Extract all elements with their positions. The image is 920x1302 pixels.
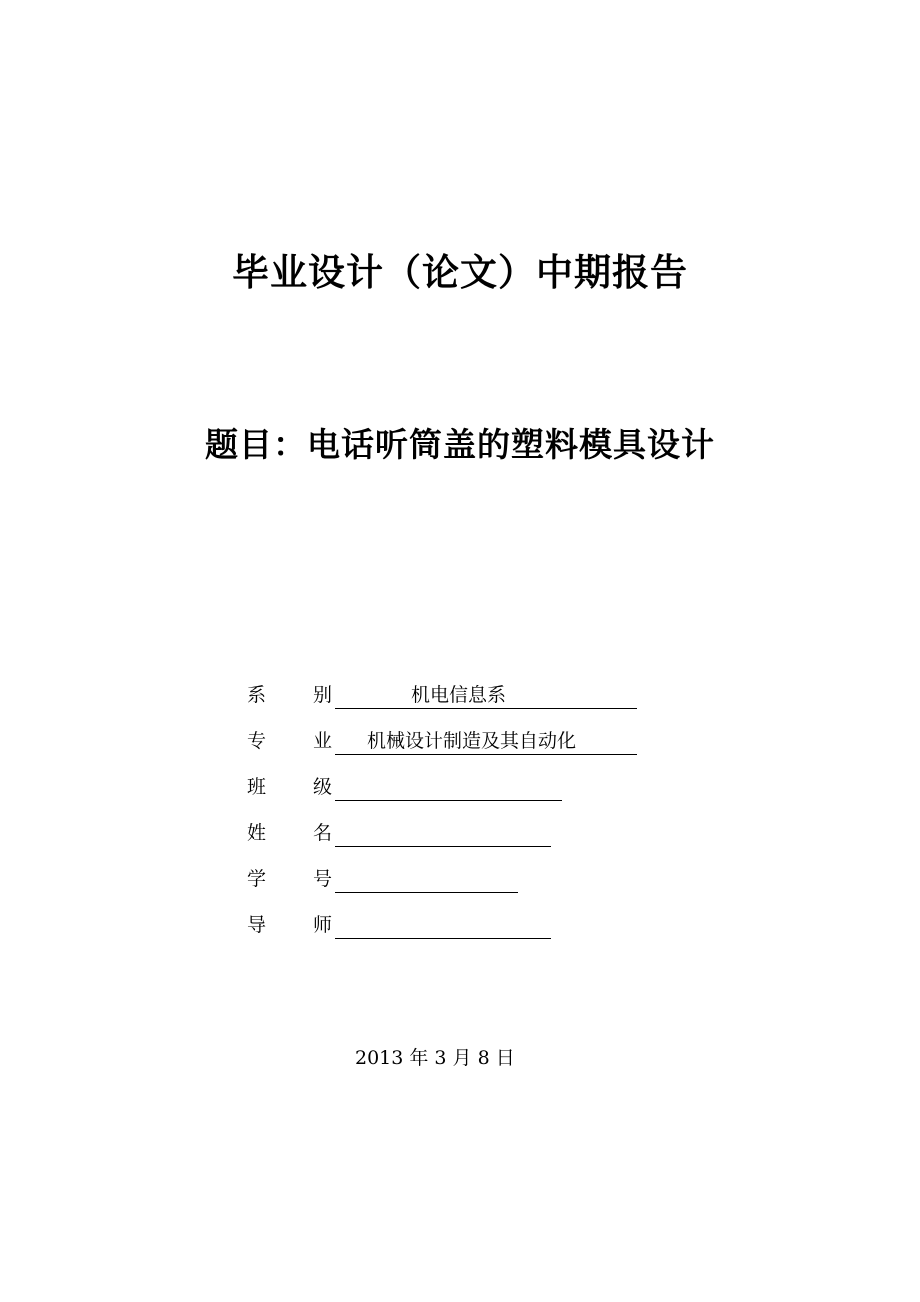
name-field (335, 818, 551, 847)
info-row-name (247, 818, 647, 848)
major-field (335, 726, 637, 755)
student-id-label-second: 号 (313, 868, 333, 890)
major-label-second: 业 (313, 730, 333, 752)
info-row-class (247, 772, 647, 802)
advisor-label-first: 导 (247, 914, 267, 936)
info-row-student-id (247, 864, 647, 894)
major-value: 机械设计制造及其自动化 (367, 730, 577, 752)
advisor-field (335, 910, 551, 939)
student-id-field (335, 864, 518, 893)
class-label-first: 班 (247, 776, 267, 798)
class-field (335, 772, 562, 801)
department-label-second: 别 (313, 684, 333, 706)
student-id-label-first: 学 (247, 868, 267, 890)
subject-title: 题目：电话听筒盖的塑料模具设计 (205, 425, 715, 464)
advisor-label-second: 师 (313, 914, 333, 936)
report-date: 2013 年 3 月 8 日 (355, 1047, 515, 1069)
major-label-first: 专 (247, 730, 267, 752)
info-row-major (247, 726, 647, 756)
department-value: 机电信息系 (411, 684, 507, 706)
department-field (335, 680, 637, 709)
info-row-advisor (247, 910, 647, 940)
main-title: 毕业设计（论文）中期报告 (232, 250, 688, 294)
name-label-first: 姓 (247, 822, 267, 844)
class-label-second: 级 (313, 776, 333, 798)
department-label-first: 系 (247, 684, 267, 706)
name-label-second: 名 (313, 822, 333, 844)
info-row-department (247, 680, 647, 710)
